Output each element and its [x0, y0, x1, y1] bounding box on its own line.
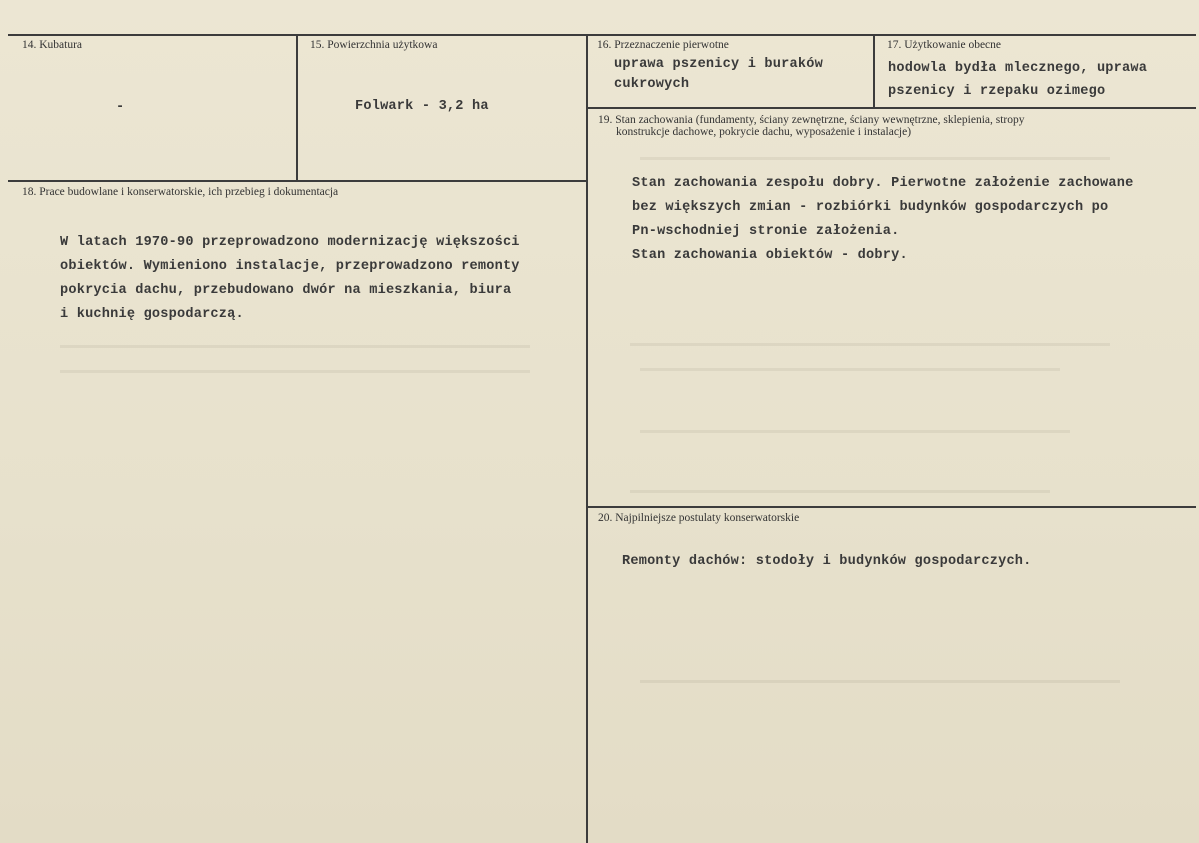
field-20-label: 20. Najpilniejsze postulaty konserwatorskie [598, 512, 800, 524]
field-14-value: - [116, 100, 125, 115]
divider-16-17 [873, 34, 875, 108]
field-16-label: 16. Przeznaczenie pierwotne [597, 39, 729, 51]
show-through-mark [640, 430, 1070, 433]
top-rule [8, 34, 1196, 36]
show-through-mark [630, 490, 1050, 493]
divider-14-15 [296, 34, 298, 181]
show-through-mark [60, 370, 530, 373]
field-19-value: Stan zachowania zespołu dobry. Pierwotne założenie zachowane bez większych zmian - rozbiórki budynków gospodarczych po Pn-wschodniej stronie założenia. Stan zachowania obiektów - dobry. [632, 176, 1134, 263]
show-through-mark [640, 157, 1110, 160]
show-through-mark [640, 680, 1120, 683]
show-through-mark [630, 343, 1110, 346]
show-through-mark [60, 345, 530, 348]
field-20-value: Remonty dachów: stodoły i budynków gospodarczych. [622, 554, 1032, 569]
field-17-label: 17. Użytkowanie obecne [887, 39, 1002, 51]
field-14-label: 14. Kubatura [22, 39, 83, 51]
rule-below-14-15 [8, 180, 588, 182]
rule-below-16-17 [588, 107, 1196, 109]
field-17-value: hodowla bydła mlecznego, uprawa pszenicy i rzepaku ozimego [888, 61, 1148, 99]
show-through-mark [640, 368, 1060, 371]
rule-above-20 [588, 506, 1196, 508]
field-16-value: uprawa pszenicy i buraków cukrowych [614, 57, 823, 92]
divider-center [586, 34, 588, 843]
field-15-label: 15. Powierzchnia użytkowa [310, 39, 438, 51]
field-18-label: 18. Prace budowlane i konserwatorskie, ich przebieg i dokumentacja [22, 186, 339, 198]
field-18-value: W latach 1970-90 przeprowadzono modernizację większości obiektów. Wymieniono instalacje, przeprowadzono remonty pokrycia dachu, przebudowano dwór na mieszkania, biura i kuchnię gospodarczą. [60, 235, 520, 322]
field-19-label-line1: 19. Stan zachowania (fundamenty, ściany zewnętrzne, ściany wewnętrzne, sklepienia, stropy [598, 114, 1025, 126]
field-19-label-line2: konstrukcje dachowe, pokrycie dachu, wyposażenie i instalacje) [616, 126, 912, 138]
field-15-value: Folwark - 3,2 ha [355, 99, 489, 114]
